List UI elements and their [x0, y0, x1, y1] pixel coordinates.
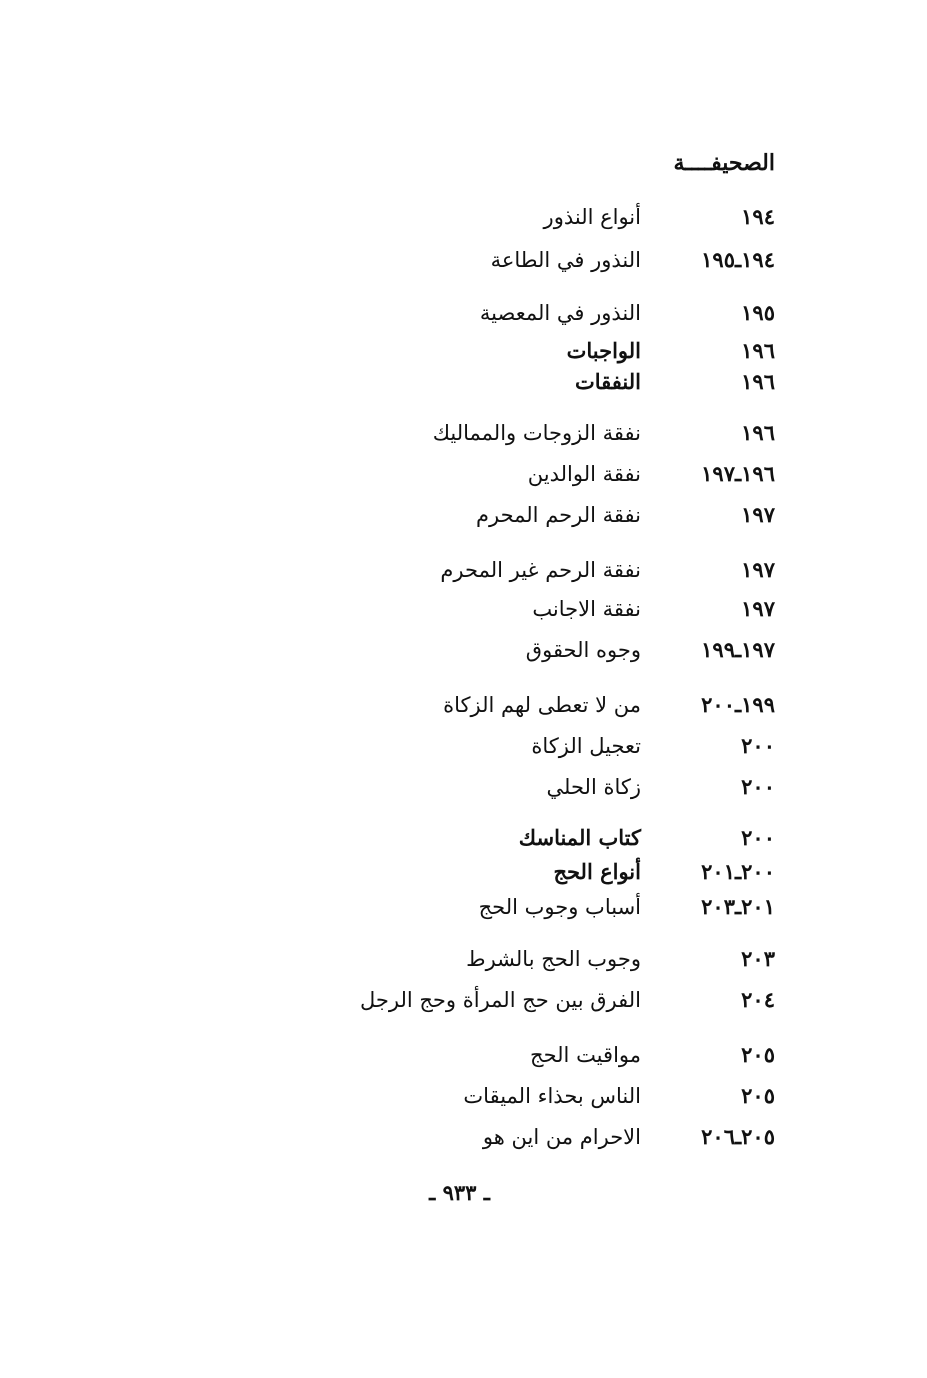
toc-entry-title: نفقة الزوجات والمماليك	[432, 421, 641, 445]
toc-entry-title: نفقة الرحم المحرم	[476, 503, 641, 527]
toc-entry-title: وجوه الحقوق	[525, 638, 641, 662]
toc-entry	[0, 1120, 927, 1154]
toc-entry-page: ٢٠٣	[741, 946, 775, 971]
toc-entry-title: مواقيت الحج	[530, 1043, 641, 1067]
toc-entry	[0, 457, 927, 491]
toc-entry-page: ٢٠١ـ٢٠٣	[701, 894, 775, 919]
toc-entry-title: أنواع النذور	[543, 205, 641, 229]
toc-entry-page: ١٩٧ـ١٩٩	[701, 637, 775, 662]
toc-entry-page: ١٩٩ـ٢٠٠	[701, 692, 775, 717]
toc-entry-page: ١٩٤	[741, 204, 775, 229]
page-column-header: الصحيفــــة	[673, 150, 775, 176]
toc-entry-title: نفقة الرحم غير المحرم	[440, 558, 641, 582]
toc-entry	[0, 942, 927, 976]
toc-entry-page: ٢٠٠	[741, 825, 775, 850]
toc-entry-title: زكاة الحلي	[546, 775, 641, 799]
toc-entry	[0, 821, 927, 855]
toc-entry	[0, 334, 927, 368]
toc-entry-page: ٢٠٥	[741, 1042, 775, 1067]
toc-entry	[0, 855, 927, 889]
toc-entry-title: أسباب وجوب الحج	[478, 895, 641, 919]
toc-entry-title: نفقة الوالدين	[527, 462, 641, 486]
toc-entry	[0, 729, 927, 763]
toc-entry-page: ١٩٥	[741, 300, 775, 325]
toc-entry-title: كتاب المناسك	[518, 825, 641, 850]
toc-entry-page: ١٩٧	[741, 596, 775, 621]
page-number	[0, 1180, 927, 1205]
toc-entry	[0, 416, 927, 450]
toc-entry-title: من لا تعطى لهم الزكاة	[443, 693, 641, 717]
toc-entry-title: الفرق بين حج المرأة وحج الرجل	[360, 988, 641, 1012]
toc-entry	[0, 365, 927, 399]
toc-entry-page: ٢٠٥	[741, 1083, 775, 1108]
toc-entry-page: ٢٠٠	[741, 774, 775, 799]
toc-entry-page: ١٩٤ـ١٩٥	[701, 247, 775, 272]
toc-entry-title: نفقة الاجانب	[532, 597, 641, 621]
toc-entry-page: ٢٠٤	[741, 987, 775, 1012]
toc-entry-title: الواجبات	[566, 338, 641, 363]
toc-entry-title: تعجيل الزكاة	[531, 734, 641, 758]
toc-entry	[0, 296, 927, 330]
page-number-text: ـ ٩٣٣ ـ	[429, 1180, 490, 1205]
toc-entry-title: الناس بحذاء الميقات	[463, 1084, 641, 1108]
toc-entry	[0, 1038, 927, 1072]
toc-entry	[0, 592, 927, 626]
toc-entry	[0, 770, 927, 804]
toc-entry-page: ١٩٦ـ١٩٧	[701, 461, 775, 486]
toc-entry-page: ١٩٧	[741, 557, 775, 582]
toc-entry-title: الاحرام من اين هو	[482, 1125, 641, 1149]
toc-entry	[0, 688, 927, 722]
toc-entry-page: ٢٠٥ـ٢٠٦	[701, 1124, 775, 1149]
toc-entry-page: ١٩٧	[741, 502, 775, 527]
toc-entry-page: ١٩٦	[741, 369, 775, 394]
toc-entry-page: ١٩٦	[741, 338, 775, 363]
toc-entry	[0, 983, 927, 1017]
toc-entry	[0, 243, 927, 277]
toc-entry-page: ٢٠٠	[741, 733, 775, 758]
toc-entry-title: النفقات	[575, 369, 641, 394]
toc-entry-title: النذور في الطاعة	[490, 248, 641, 272]
toc-entry-title: وجوب الحج بالشرط	[466, 947, 641, 971]
toc-entry	[0, 633, 927, 667]
toc-entry	[0, 553, 927, 587]
toc-entry-page: ١٩٦	[741, 420, 775, 445]
toc-entry	[0, 498, 927, 532]
toc-entry	[0, 200, 927, 234]
toc-entry	[0, 1079, 927, 1113]
toc-entry-title: أنواع الحج	[553, 859, 641, 884]
toc-entry-page: ٢٠٠ـ٢٠١	[701, 859, 775, 884]
toc-entry	[0, 890, 927, 924]
toc-entry-title: النذور في المعصية	[479, 301, 641, 325]
